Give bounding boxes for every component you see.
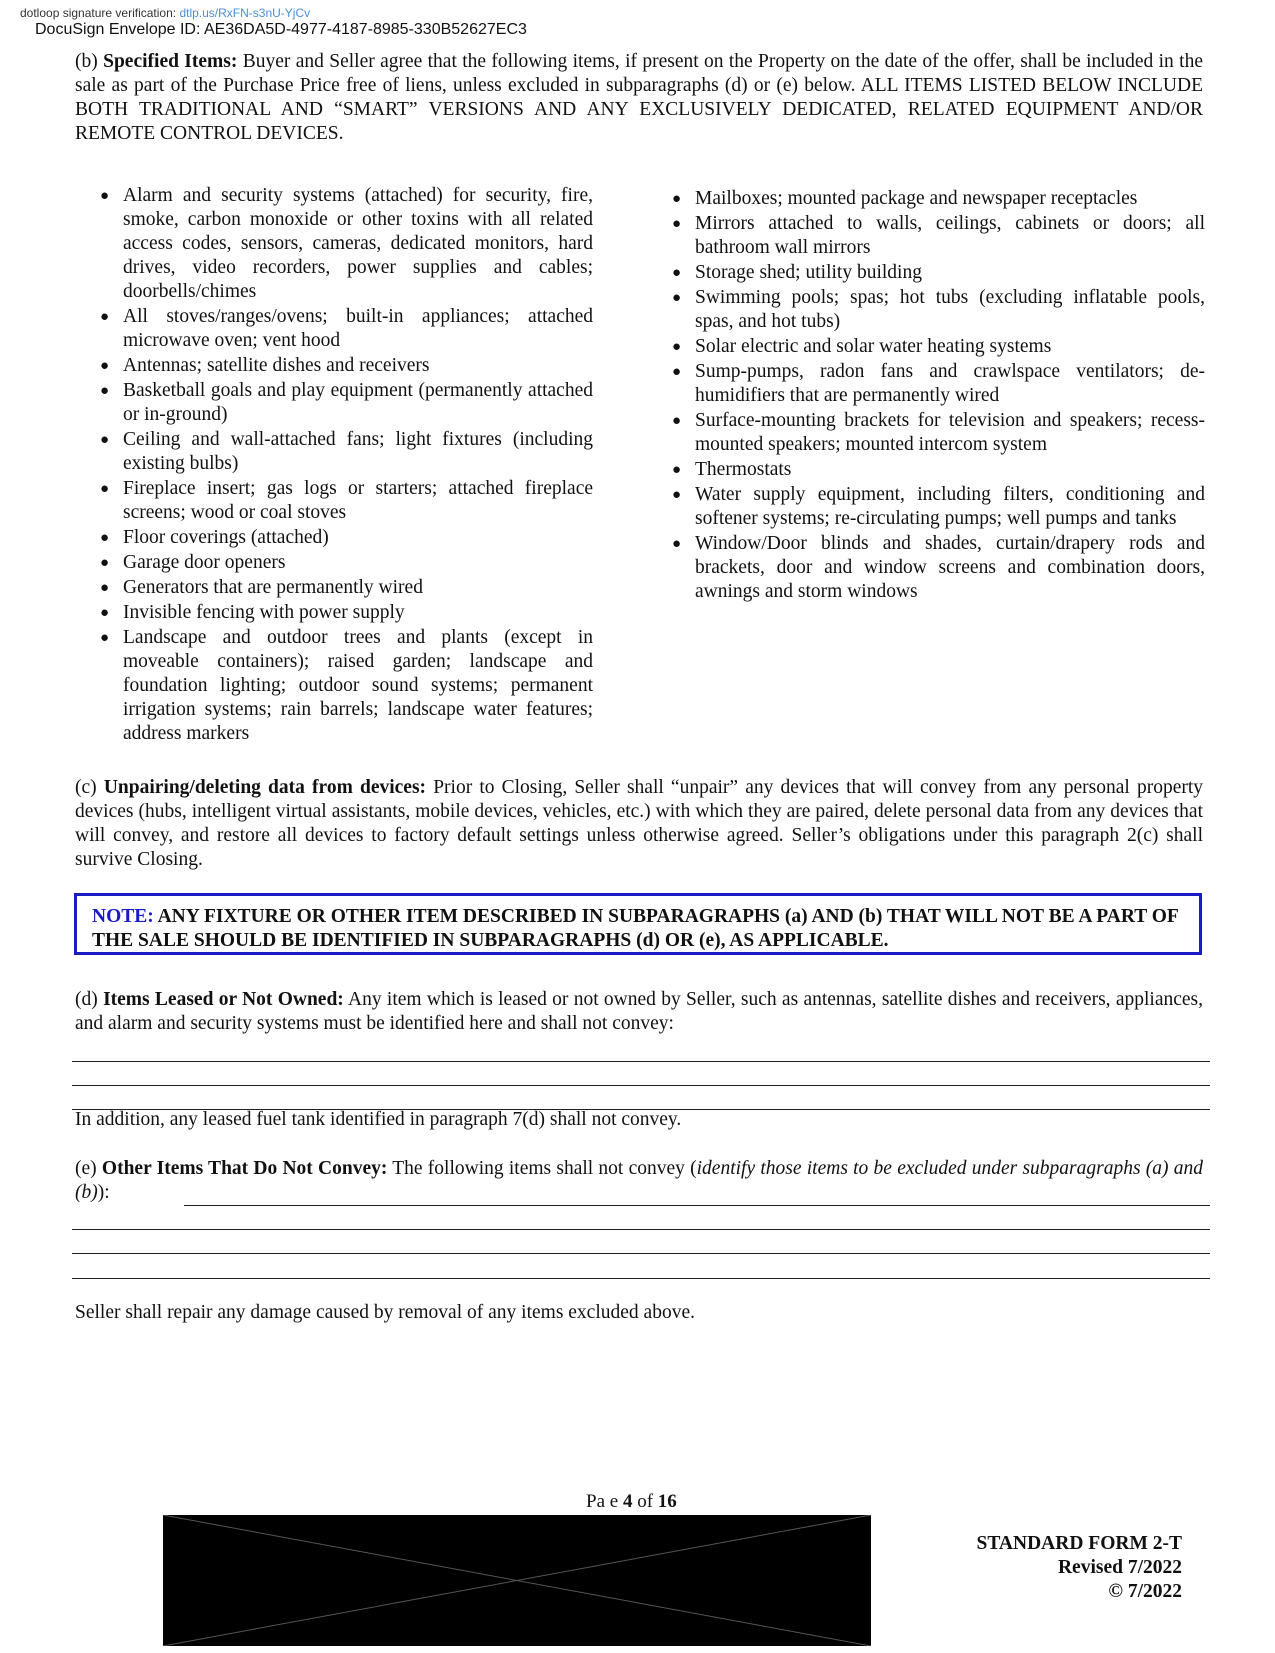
bullet-icon: ● [672, 339, 682, 355]
section-e-text-before: The following items shall not convey ( [392, 1158, 697, 1179]
list-item [75, 601, 593, 625]
section-e-entry-line[interactable] [72, 1253, 1210, 1254]
section-c-text: Prior to Closing, Seller shall “unpair” any devices that will convey from any personal property devices (hubs, intelligent virtual assistants, mobile devices, vehicles, etc.) with which they are paired, delete personal data from any devices that will convey, and restore all devices to factory default settings unless otherwise agreed. Seller’s obligations under this paragraph 2(c) shall survive Closing. [75, 777, 1204, 870]
page-of: of [632, 1491, 658, 1512]
list-item [647, 458, 1205, 482]
envelope-id: DocuSign Envelope ID: AE36DA5D-4977-4187-8985-330B52627EC3 [35, 21, 527, 38]
section-b-paragraph [75, 50, 1203, 146]
section-e-italic: identify those items to be excluded under subparagraphs (a) and (b) [75, 1158, 1204, 1203]
list-item-text: Mirrors attached to walls, ceilings, cabinets or doors; all bathroom wall mirrors [695, 213, 1205, 258]
list-item [75, 551, 593, 575]
section-b-title: Specified Items: [103, 51, 238, 72]
list-item-text: Fireplace insert; gas logs or starters; attached fireplace screens; wood or coal stoves [123, 478, 593, 523]
note-label: NOTE: [92, 906, 154, 927]
bullet-icon: ● [100, 358, 110, 374]
list-item [75, 477, 593, 525]
bullet-icon: ● [672, 216, 682, 232]
list-item-text: Sump-pumps, radon fans and crawlspace ventilators; de-humidifiers that are permanently wired [695, 361, 1205, 406]
section-e-entry-line[interactable] [72, 1278, 1210, 1279]
list-item [647, 335, 1205, 359]
bullet-icon: ● [672, 265, 682, 281]
list-item [647, 360, 1205, 408]
bullet-icon: ● [100, 630, 110, 646]
cross-lines-icon [163, 1515, 871, 1646]
bullet-icon: ● [100, 580, 110, 596]
list-item-text: Surface-mounting brackets for television and speakers; recess-mounted speakers; mounted intercom system [695, 410, 1205, 455]
section-d-title: Items Leased or Not Owned: [103, 989, 344, 1010]
section-b-text: Buyer and Seller agree that the following items, if present on the Property on the date of the offer, shall be included in the sale as part of the Purchase Price free of liens, unless excluded in subparagraphs (d) or (e) below. ALL ITEMS LISTED BELOW INCLUDE BOTH TRADITIONAL AND “SMART” VERSIONS AND ANY EXCLUSIVELY DEDICATED, RELATED EQUIPMENT AND/OR REMOTE CONTROL DEVICES. [75, 51, 1203, 144]
list-item [647, 261, 1205, 285]
list-item [75, 354, 593, 378]
list-item-text: Generators that are permanently wired [123, 577, 423, 598]
bullet-icon: ● [672, 413, 682, 429]
list-item-text: Basketball goals and play equipment (permanently attached or in-ground) [123, 380, 593, 425]
bullet-icon: ● [100, 555, 110, 571]
list-item [647, 532, 1205, 604]
note-text: ANY FIXTURE OR OTHER ITEM DESCRIBED IN SUBPARAGRAPHS (a) AND (b) THAT WILL NOT BE A PART OF THE SALE SHOULD BE IDENTIFIED IN SUBPARAGRAPHS (d) OR (e), AS APPLICABLE. [92, 906, 1179, 951]
bullet-icon: ● [100, 309, 110, 325]
list-item-text: Landscape and outdoor trees and plants (except in moveable containers); raised garden; landscape and foundation lighting; outdoor sound systems; permanent irrigation systems; rain barrels; landscape water features; address markers [123, 627, 593, 744]
specified-items-left-column [75, 184, 593, 747]
bullet-icon: ● [672, 487, 682, 503]
section-e-entry-line[interactable] [184, 1205, 1210, 1206]
section-d-addition: In addition, any leased fuel tank identified in paragraph 7(d) shall not convey. [75, 1109, 682, 1130]
form-revised: Revised 7/2022 [1057, 1557, 1182, 1578]
list-item-text: Water supply equipment, including filters, conditioning and softener systems; re-circulating pumps; well pumps and tanks [695, 484, 1205, 529]
section-e-title: Other Items That Do Not Convey: [101, 1158, 388, 1179]
section-c-paragraph [75, 776, 1203, 872]
list-item-text: Floor coverings (attached) [123, 527, 329, 548]
list-item-text: Antennas; satellite dishes and receivers [123, 355, 430, 376]
bullet-icon: ● [672, 536, 682, 552]
section-e-paragraph [75, 1157, 1203, 1205]
list-item [647, 187, 1205, 211]
list-item [75, 576, 593, 600]
bullet-icon: ● [100, 605, 110, 621]
specified-items-right-column [647, 187, 1205, 605]
bullet-icon: ● [100, 530, 110, 546]
section-d-entry-line[interactable] [72, 1085, 1210, 1086]
list-item [647, 212, 1205, 260]
list-item [75, 305, 593, 353]
section-b-label: (b) [75, 51, 98, 72]
list-item [75, 379, 593, 427]
form-name: STANDARD FORM 2-T [976, 1533, 1182, 1554]
bullet-icon: ● [672, 462, 682, 478]
bullet-icon: ● [100, 188, 110, 204]
list-item-text: Swimming pools; spas; hot tubs (excluding inflatable pools, spas, and hot tubs) [695, 287, 1205, 332]
list-item-text: Alarm and security systems (attached) for security, fire, smoke, carbon monoxide or other toxins with all related access codes, sensors, cameras, dedicated monitors, hard drives, video recorders, power supplies and cables; doorbells/chimes [123, 185, 593, 302]
section-d-paragraph [75, 988, 1203, 1036]
section-c-title: Unpairing/deleting data from devices: [103, 777, 427, 798]
bullet-icon: ● [100, 383, 110, 399]
list-item [75, 526, 593, 550]
bullet-icon: ● [672, 290, 682, 306]
page-total: 16 [657, 1491, 677, 1512]
section-d-label: (d) [75, 989, 98, 1010]
list-item [75, 428, 593, 476]
bullet-icon: ● [100, 481, 110, 497]
list-item [75, 626, 593, 746]
section-c-label: (c) [75, 777, 97, 798]
form-identifier [977, 1532, 1182, 1604]
list-item-text: Storage shed; utility building [695, 262, 922, 283]
list-item [647, 286, 1205, 334]
section-d-entry-line[interactable] [72, 1061, 1210, 1062]
list-item [75, 184, 593, 304]
page-number [586, 1490, 677, 1514]
verification-label: dotloop signature verification: [20, 6, 177, 20]
section-d-text: Any item which is leased or not owned by Seller, such as antennas, satellite dishes and receivers, appliances, and alarm and security systems must be identified here and shall not convey: [75, 989, 1204, 1034]
repair-text: Seller shall repair any damage caused by removal of any items excluded above. [75, 1302, 695, 1323]
section-e-text-after: ): [97, 1182, 110, 1203]
list-item-text: Garage door openers [123, 552, 286, 573]
bullet-icon: ● [672, 364, 682, 380]
form-copyright: © 7/2022 [1108, 1581, 1182, 1602]
list-item-text: Invisible fencing with power supply [123, 602, 405, 623]
section-e-label: (e) [75, 1158, 97, 1179]
page-prefix: Pa e [586, 1491, 623, 1512]
list-item [647, 409, 1205, 457]
list-item-text: All stoves/ranges/ovens; built-in appliances; attached microwave oven; vent hood [123, 306, 593, 351]
signature-verification [20, 6, 310, 20]
list-item-text: Ceiling and wall-attached fans; light fixtures (including existing bulbs) [123, 429, 593, 474]
list-item-text: Window/Door blinds and shades, curtain/drapery rods and brackets, door and window screens and combination doors, awnings and storm windows [695, 533, 1205, 602]
section-e-entry-line[interactable] [72, 1229, 1210, 1230]
redacted-block [163, 1515, 871, 1646]
page-current: 4 [622, 1491, 633, 1512]
bullet-icon: ● [672, 191, 682, 207]
bullet-icon: ● [100, 432, 110, 448]
list-item-text: Thermostats [695, 459, 792, 480]
list-item-text: Solar electric and solar water heating systems [695, 336, 1052, 357]
verification-link[interactable]: dtlp.us/RxFN-s3nU-YjCv [179, 6, 311, 20]
list-item [647, 483, 1205, 531]
note-box [74, 893, 1202, 955]
list-item-text: Mailboxes; mounted package and newspaper receptacles [695, 188, 1138, 209]
